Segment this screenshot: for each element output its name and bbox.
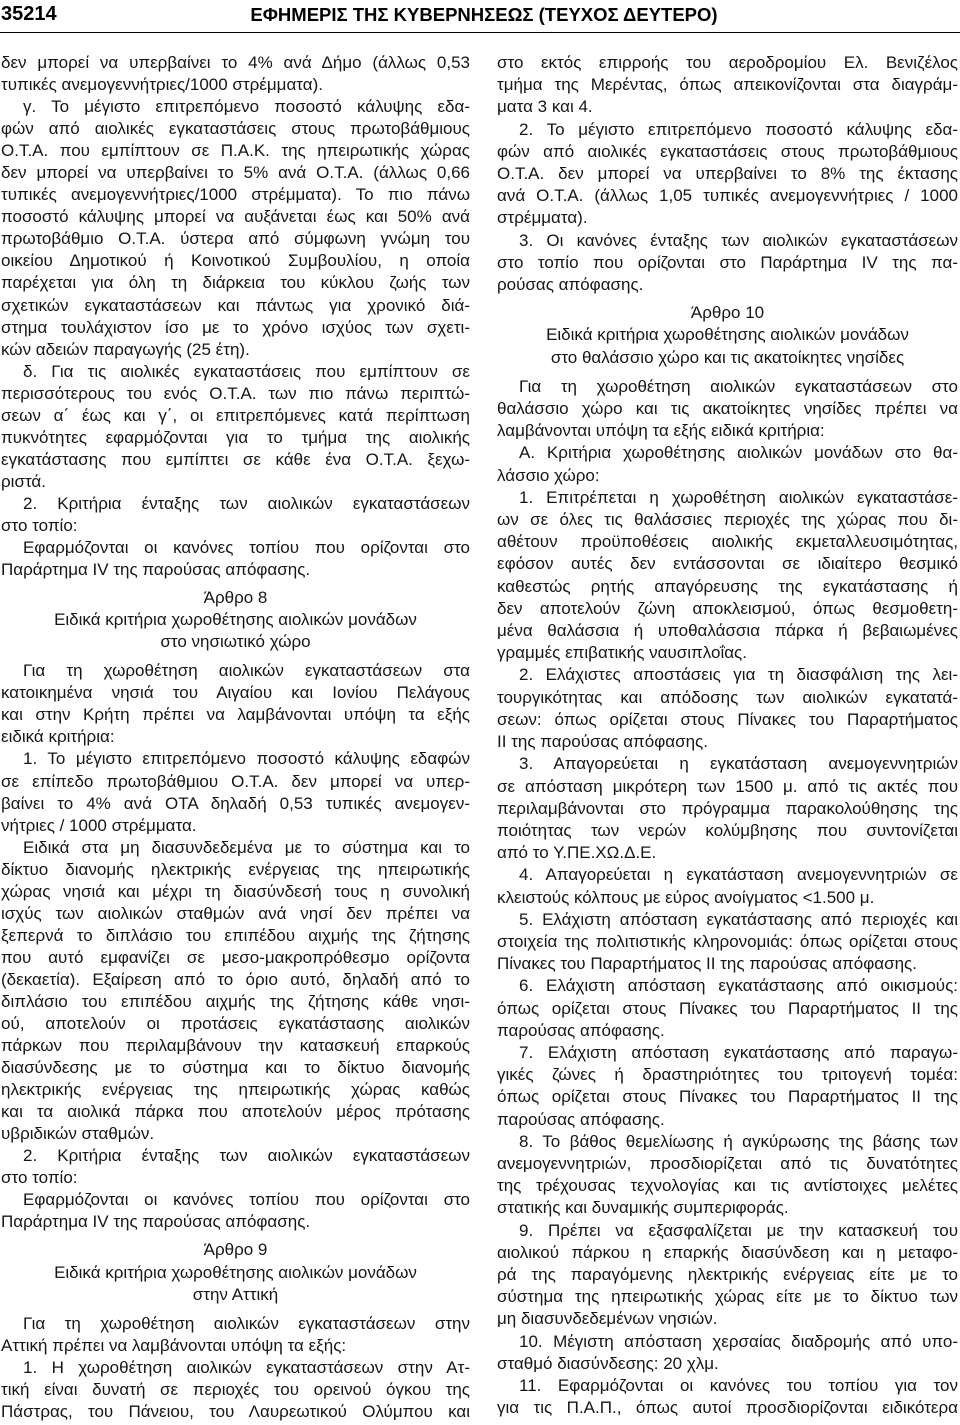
paragraph-line: τυπικές ανεμογεννήτριες/1000 στρέμματα). Το πιο πάνω	[1, 185, 470, 205]
paragraph-line: 1. Επιτρέπεται η χωροθέτηση αιολικών εγκαταστάσε-	[519, 487, 958, 507]
paragraph-line: στημα τουλάχιστον ίσο με το χρόνο ισχύος των σχετι-	[1, 317, 470, 337]
paragraph-line: πυκνότητες εφαρμόζονται για το τμήμα της αιολικής	[1, 427, 470, 447]
paragraph-line: και τα αιολικά πάρκα που αποτελούν μέρος πρότασης	[1, 1102, 470, 1122]
paragraph-line: στο εκτός επιρροής του αεροδρομίου Ελ. Βενιζέλος	[497, 53, 958, 72]
paragraph-line: σύστημα της ηπειρωτικής χώρας είτε με το δίκτυο των	[497, 1287, 958, 1307]
paragraph-line: ΙΙ της παρούσας απόφασης.	[497, 732, 708, 752]
paragraph-line: και στην Κρήτη πρέπει να λαμβάνονται υπόψη τα εξής	[1, 705, 470, 725]
article-number: Άρθρο 8	[203, 588, 268, 608]
paragraph	[1, 1145, 470, 1189]
article-title-line: στο θαλάσσιο χώρο και τις ακατοίκητες νησίδες	[550, 347, 905, 367]
paragraph-line: ματα 3 και 4.	[497, 97, 593, 117]
paragraph-line: μη διασυνδεδεμένων νησιών.	[497, 1309, 718, 1329]
paragraph-line: Πίνακες του Παραρτήματος ΙΙ της παρούσας απόφασης.	[497, 954, 917, 974]
paragraph-line: σε επίπεδο πρωτοβάθμιου Ο.Τ.Α. δεν μπορεί να υπερ-	[1, 771, 470, 791]
paragraph-line: στο τοπίο:	[1, 515, 78, 535]
paragraph	[497, 1331, 958, 1375]
paragraph-line: 2. Κριτήρια ένταξης των αιολικών εγκαταστάσεων	[23, 493, 470, 513]
article-title-line: στο νησιωτικό χώρο	[160, 632, 311, 652]
paragraph-line: περιλαμβάνονται στο πρόγραμμα παρακολούθησης της	[497, 798, 958, 818]
paragraph-line: παρούσας απόφασης.	[497, 1020, 665, 1040]
paragraph	[497, 753, 958, 864]
paragraph-line: αθέτουν προϋποθέσεις αιολικής εκμεταλλευσιμότητας,	[497, 532, 958, 552]
paragraph-line: στο τοπίο:	[1, 1168, 78, 1188]
paragraph-line: 2. Ελάχιστες αποστάσεις για τη διασφάλιση της λει-	[519, 665, 958, 685]
paragraph-line: πρωτοβάθμιο Ο.Τ.Α. ύστερα από σύμφωνη γνώμη του	[1, 229, 470, 249]
paragraph-line: ειδικά κριτήρια:	[1, 727, 115, 747]
paragraph	[497, 1220, 958, 1331]
page-number: 35214	[1, 3, 57, 25]
paragraph-line: ων σε όλες τις θαλάσσιες περιοχές της χώρας που δι-	[497, 510, 958, 530]
paragraph-line: διασύνδεσης με το σύστημα και το δίκτυο διανομής	[1, 1058, 470, 1078]
paragraph-line: σεων α΄ έως και γ΄, οι επιτρεπόμενες κατά περίπτωση	[1, 405, 470, 425]
paragraph-line: παρούσας απόφασης.	[497, 1109, 665, 1129]
paragraph-line: γραμμές επιβατικής ναυσιπλοΐας.	[497, 643, 747, 663]
paragraph	[1, 96, 470, 361]
paragraph-line: Ο.Τ.Α. που εμπίπτουν σε Π.Α.Κ. της ηπειρωτικής χώρας	[1, 141, 470, 161]
paragraph-line: γικές ζώνες ή δραστηριότητες του τριτογενή τομέα:	[497, 1065, 958, 1085]
paragraph	[497, 975, 958, 1042]
paragraph-line: Παράρτημα IV της παρούσας απόφασης.	[1, 560, 311, 580]
paragraph	[1, 1189, 470, 1233]
paragraph	[497, 442, 958, 486]
paragraph-line: λαμβάνονται υπόψη τα εξής ειδικά κριτήρια:	[497, 421, 825, 441]
paragraph-line: 3. Απαγορεύεται η εγκατάσταση ανεμογεννητριών	[519, 754, 958, 774]
paragraph-line: 4. Απαγορεύεται η εγκατάσταση ανεμογεννητριών σε	[519, 865, 958, 885]
paragraph	[1, 1357, 470, 1423]
paragraph-line: Για τη χωροθέτηση αιολικών εγκαταστάσεων στην	[23, 1313, 470, 1333]
paragraph-line: ού, αποτελούν οι προτάσεις εγκατάστασης αιολικών	[1, 1014, 470, 1034]
article-heading	[1, 1239, 470, 1305]
paragraph-line: ρά της παραγόμενης ηλεκτρικής ενέργειας είτε με το	[497, 1264, 958, 1284]
paragraph	[1, 748, 470, 836]
paragraph	[497, 230, 958, 297]
paragraph-line: Α. Κριτήρια χωροθέτησης αιολικών μονάδων στο θα-	[519, 443, 958, 463]
paragraph-line: χώρας νησιά και μέχρι τη διασύνδεσή τους η συνολική	[1, 881, 470, 901]
paragraph	[497, 119, 958, 230]
paragraph	[1, 1313, 470, 1357]
paragraph-line: 10. Μέγιστη απόσταση χερσαίας διαδρομής από υπο-	[519, 1331, 958, 1351]
paragraph-line: Παράρτημα IV της παρούσας απόφασης.	[1, 1212, 311, 1232]
paragraph-line: 5. Ελάχιστη απόσταση εγκατάστασης από περιοχές και	[519, 909, 958, 929]
paragraph-line: Αττική πρέπει να λαμβάνονται υπόψη τα εξής:	[1, 1335, 347, 1355]
paragraph-line: ποσοστό κάλυψης μπορεί να αυξάνεται έως και 50% ανά	[1, 207, 470, 227]
paragraph-line: μένα θαλάσσια ή υποθαλάσσια πάρκα ή βεβαιωμένες	[497, 621, 958, 641]
paragraph-line: Ο.Τ.Α. δεν μπορεί να υπερβαίνει το 8% της έκτασης	[497, 164, 958, 184]
paragraph-line: Εφαρμόζονται οι κανόνες τοπίου που ορίζονται στο	[23, 1190, 470, 1210]
paragraph-line: στατικής και δυναμικής συμπεριφοράς.	[497, 1198, 789, 1218]
paragraph-line: 9. Πρέπει να εξασφαλίζεται με την κατασκευή του	[519, 1220, 958, 1240]
paragraph	[1, 537, 470, 581]
paragraph	[1, 52, 470, 96]
paragraph	[1, 837, 470, 1146]
paragraph-line: τουργικότητας και απόδοσης των αιολικών εγκατατά-	[497, 687, 958, 707]
paragraph-line: σε απόσταση μικρότερη των 1500 μ. από τις ακτές που	[497, 776, 958, 796]
paragraph-line: σχετικών εγκαταστάσεων και πάντως για χρονικό διά-	[1, 295, 470, 315]
paragraph-line: 2. Το μέγιστο επιτρεπόμενο ποσοστό κάλυψης εδα-	[519, 119, 958, 139]
paragraph-line: ηλεκτρικής ενέργειας της ηπειρωτικής χώρας καθώς	[1, 1080, 470, 1100]
paragraph-line: αιολικού πάρκου η επαρκής διασύνδεση και η μεταφο-	[497, 1242, 958, 1262]
paragraph-line: λάσσιο χώρο:	[497, 465, 600, 485]
article-title-line: Ειδικά κριτήρια χωροθέτησης αιολικών μονάδων	[54, 1262, 417, 1282]
paragraph-line: 1. Η χωροθέτηση αιολικών εγκαταστάσεων στην Ατ-	[23, 1357, 470, 1377]
paragraph-line: δ. Για τις αιολικές εγκαταστάσεις που εμπίπτουν σε	[23, 361, 470, 381]
paragraph	[497, 1131, 958, 1220]
paragraph-line: 2. Κριτήρια ένταξης των αιολικών εγκαταστάσεων	[23, 1146, 470, 1166]
paragraph-line: Για τη χωροθέτηση αιολικών εγκαταστάσεων στο	[519, 376, 958, 396]
paragraph	[497, 52, 958, 119]
paragraph	[1, 660, 470, 748]
paragraph-line: στοιχεία της πολιτιστικής κληρονομιάς: όπως ορίζεται στους	[497, 931, 958, 951]
paragraph-line: περισσότερους του ενός Ο.Τ.Α. των πιο πάνω περιπτώ-	[1, 383, 470, 403]
article-title-line: Ειδικά κριτήρια χωροθέτησης αιολικών μονάδων	[54, 610, 417, 630]
paragraph-line: κλειστούς κόλπους με εύρος ανοίγματος <1.500 μ.	[497, 887, 875, 907]
paragraph-line: 7. Ελάχιστη απόσταση εγκατάστασης από παραγω-	[519, 1042, 958, 1062]
paragraph-line: υβριδικών σταθμών.	[1, 1124, 155, 1144]
right-column	[497, 52, 958, 1419]
paragraph-line: ριστά.	[1, 471, 46, 491]
paragraph-line: Εφαρμόζονται οι κανόνες τοπίου που ορίζονται στο	[23, 538, 470, 558]
paragraph-line: βαίνει το 4% ανά ΟΤΑ δηλαδή 0,53 τυπικές ανεμογεν-	[1, 793, 470, 813]
paragraph-line: 11. Εφαρμόζονται οι κανόνες του τοπίου για τον	[519, 1375, 958, 1395]
paragraph-line: φών από αιολικές εγκαταστάσεις στους πρωτοβάθμιους	[497, 141, 958, 161]
paragraph-line: κατοικημένα νησιά του Αιγαίου και Ιονίου Πελάγους	[1, 683, 470, 703]
paragraph	[497, 1042, 958, 1131]
paragraph-line: φών από αιολικές εγκαταστάσεις στους πρωτοβάθμιους	[1, 119, 470, 139]
paragraph	[497, 864, 958, 908]
paragraph	[497, 376, 958, 443]
paragraph-line: εγκατάστασης που εμπίπτει σε κάθε ένα Ο.Τ.Α. ξεχω-	[1, 449, 470, 469]
paragraph-line: ισχύς των αιολικών σταθμών ανά νησί δεν πρέπει να	[1, 903, 470, 923]
article-number: Άρθρο 9	[203, 1240, 268, 1260]
paragraph-line: θαλάσσιο χώρο και τις ακατοίκητες νησίδες πρέπει να	[497, 399, 958, 419]
paragraph	[1, 361, 470, 493]
paragraph-line: κών αδειών παραγωγής (25 έτη).	[1, 339, 250, 359]
paragraph-line: ρούσας απόφασης.	[497, 275, 644, 295]
article-title-line: στην Αττική	[192, 1284, 279, 1304]
article-heading	[1, 587, 470, 653]
paragraph-line: όπως ορίζεται στους Πίνακες του Παραρτήματος ΙΙ της	[497, 998, 958, 1018]
paragraph-line: Ειδικά στα μη διασυνδεδεμένα με το σύστημα και το	[23, 837, 470, 857]
paragraph-line: από το Υ.ΠΕ.ΧΩ.Δ.Ε.	[497, 843, 657, 863]
paragraph-line: στο τοπίο που ορίζονται στο Παράρτημα IV της πα-	[497, 252, 958, 272]
paragraph-line: νήτριες / 1000 στρέμματα.	[1, 815, 197, 835]
paragraph-line: (δεκαετία). Εξαίρεση από το όριο αυτό, δηλαδή από το	[1, 969, 470, 989]
paragraph-line: γ. Το μέγιστο επιτρεπόμενο ποσοστό κάλυψης εδα-	[23, 97, 470, 117]
paragraph	[1, 493, 470, 537]
paragraph-line: ξεπερνά το διπλάσιο του επιπέδου αιχμής της ζήτησης	[1, 925, 470, 945]
paragraph-line: εφόσον αυτές δεν εντάσσονται σε ιδιαίτερο θεσμικό	[497, 554, 958, 574]
paragraph-line: τική είναι δυνατή σε περιοχές του ορεινού όγκου της	[1, 1379, 470, 1399]
paragraph-line: δίκτυο διανομής ηλεκτρικής ενέργειας της ηπειρωτικής	[1, 859, 470, 879]
paragraph-line: ανά Ο.Τ.Α. (άλλως 1,05 τυπικές ανεμογεννήτριες / 1000	[497, 186, 958, 206]
paragraph-line: τμήμα της Μερέντας, όπως απεικονίζονται στα διαγράμ-	[497, 75, 958, 95]
paragraph-line: που αυτό εμφανίζει σε μεσο-μακροπρόθεσμο ορίζοντα	[1, 947, 470, 967]
paragraph-line: 6. Ελάχιστη απόσταση εγκατάστασης από οικισμούς:	[519, 976, 958, 996]
paragraph	[497, 1375, 958, 1419]
paragraph-line: σεων: όπως ορίζεται στους Πίνακες του Παραρτήματος	[497, 709, 958, 729]
paragraph-line: πάρκων που περιλαμβάνουν την κατασκευή επαρκούς	[1, 1036, 470, 1056]
paragraph-line: διπλάσιο του επιπέδου αιχμής της ζήτησης κάθε νησι-	[1, 991, 470, 1011]
paragraph-line: καθεστώς ρητής απαγόρευσης της εγκατάστασης ή	[497, 576, 958, 596]
paragraph-line: όπως ορίζεται στους Πίνακες του Παραρτήματος ΙΙ της	[497, 1087, 958, 1107]
paragraph-line: δεν μπορεί να υπερβαίνει το 5% ανά Ο.Τ.Α. (άλλως 0,66	[1, 163, 470, 183]
paragraph-line: 1. Το μέγιστο επιτρεπόμενο ποσοστό κάλυψης εδαφών	[23, 749, 470, 769]
gazette-title: ΕΦΗΜΕΡΙΣ ΤΗΣ ΚΥΒΕΡΝΗΣΕΩΣ (ΤΕΥΧΟΣ ΔΕΥΤΕΡΟ)	[250, 4, 718, 25]
paragraph	[497, 487, 958, 665]
paragraph-line: της τρέχουσας τεχνολογίας και τις αντίστοιχες μελέτες	[497, 1176, 958, 1196]
paragraph-line: 8. Το βάθος θεμελίωσης ή αγκύρωσης της βάσης των	[519, 1131, 958, 1151]
left-column	[1, 52, 470, 1423]
paragraph-line: παρέχεται για όλη τη διάρκεια του κύκλου ζωής των	[1, 273, 470, 293]
paragraph-line: σταθμό διασύνδεσης: 20 χλμ.	[497, 1353, 719, 1373]
paragraph-line: για τις Π.Α.Π., όπως αυτοί προσδιορίζονται ειδικότερα	[497, 1398, 958, 1418]
header-rule	[0, 32, 960, 33]
paragraph-line: Πάστρας, του Πάνειου, του Λαυρεωτικού Ολύμπου και	[1, 1401, 470, 1421]
article-number: Άρθρο 10	[690, 303, 765, 323]
paragraph-line: δεν μπορεί να υπερβαίνει το 4% ανά Δήμο (άλλως 0,53	[1, 53, 470, 72]
paragraph-line: δεν αποτελούν ζώνη αποκλεισμού, όπως θεσμοθετη-	[497, 598, 958, 618]
paragraph-line: ανεμογεννητριών, προσδιορίζεται από τις δυνατότητες	[497, 1153, 958, 1173]
paragraph	[497, 909, 958, 976]
article-title-line: Ειδικά κριτήρια χωροθέτησης αιολικών μονάδων	[546, 325, 909, 345]
paragraph-line: στρέμματα).	[497, 208, 588, 228]
paragraph-line: ποιότητας των νερών κολύμβησης που συντονίζεται	[497, 820, 958, 840]
paragraph-line: 3. Οι κανόνες ένταξης των αιολικών εγκαταστάσεων	[519, 230, 958, 250]
paragraph-line: τυπικές ανεμογεννήτριες/1000 στρέμματα).	[1, 75, 323, 95]
article-heading	[497, 302, 958, 369]
paragraph-line: οικείου Δημοτικού ή Κοινοτικού Συμβουλίου, η οποία	[1, 251, 470, 271]
paragraph	[497, 664, 958, 753]
paragraph-line: Για τη χωροθέτηση αιολικών εγκαταστάσεων στα	[23, 661, 470, 681]
